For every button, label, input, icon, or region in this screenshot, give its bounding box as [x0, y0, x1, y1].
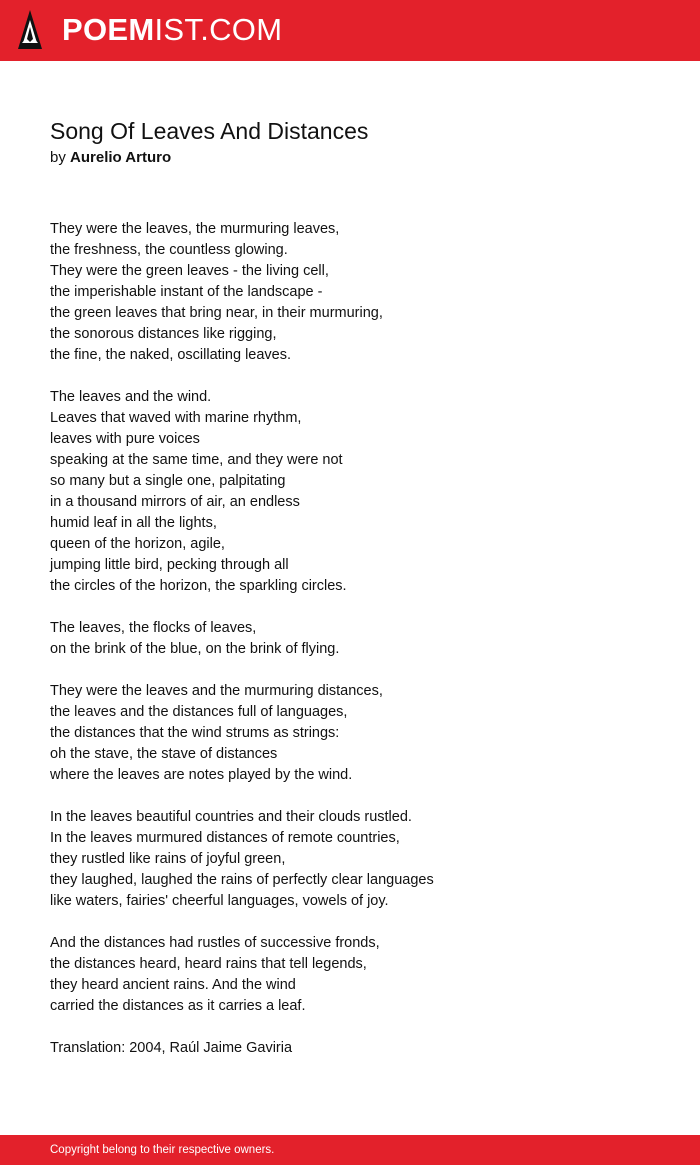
logo-brand-bold: POEM — [62, 12, 155, 47]
poem-line: the leaves and the distances full of languages, — [50, 704, 348, 720]
poem-line: they heard ancient rains. And the wind — [50, 977, 296, 993]
author-name: Aurelio Arturo — [70, 149, 172, 166]
poem-line: on the brink of the blue, on the brink of flying. — [50, 641, 340, 657]
poem-line: Translation: 2004, Raúl Jaime Gaviria — [50, 1040, 293, 1056]
poem-line: so many but a single one, palpitating — [50, 473, 286, 489]
poem-line: they rustled like rains of joyful green, — [50, 851, 286, 867]
poem-line: They were the green leaves - the living cell, — [50, 263, 329, 279]
pen-nib-icon[interactable] — [17, 9, 43, 51]
poem-line: They were the leaves and the murmuring distances, — [50, 683, 383, 699]
poem-line: the imperishable instant of the landscape - — [50, 284, 323, 300]
site-header — [0, 0, 700, 61]
poem-line: Leaves that waved with marine rhythm, — [50, 410, 302, 426]
poem-line: the distances that the wind strums as strings: — [50, 725, 340, 741]
poem-line: speaking at the same time, and they were not — [50, 452, 343, 468]
poem-title: Song Of Leaves And Distances — [50, 118, 369, 144]
poem-body — [50, 219, 670, 1080]
poem-line: The leaves, the flocks of leaves, — [50, 620, 257, 636]
poem-line: queen of the horizon, agile, — [50, 536, 225, 552]
byline — [50, 148, 171, 168]
copyright-notice: Copyright belong to their respective owners. — [50, 1144, 275, 1156]
poem-stanza — [50, 933, 670, 1017]
poem-line: carried the distances as it carries a leaf. — [50, 998, 306, 1014]
poem-line: the circles of the horizon, the sparkling circles. — [50, 578, 347, 594]
poem-line: the sonorous distances like rigging, — [50, 326, 277, 342]
poem-line: the fine, the naked, oscillating leaves. — [50, 347, 292, 363]
poem-stanza — [50, 618, 670, 660]
poem-line: they laughed, laughed the rains of perfectly clear languages — [50, 872, 434, 888]
poem-stanza — [50, 681, 670, 786]
site-footer — [0, 1135, 700, 1165]
poem-line: oh the stave, the stave of distances — [50, 746, 278, 762]
poem-line: In the leaves murmured distances of remote countries, — [50, 830, 400, 846]
poem-line: the distances heard, heard rains that tell legends, — [50, 956, 367, 972]
poem-line: in a thousand mirrors of air, an endless — [50, 494, 300, 510]
poem-line: In the leaves beautiful countries and their clouds rustled. — [50, 809, 412, 825]
poem-line: like waters, fairies' cheerful languages, vowels of joy. — [50, 893, 389, 909]
poem-stanza — [50, 807, 670, 912]
poem-line: where the leaves are notes played by the wind. — [50, 767, 353, 783]
poem-stanza — [50, 219, 670, 366]
poem-line: They were the leaves, the murmuring leaves, — [50, 221, 340, 237]
poem-line: jumping little bird, pecking through all — [50, 557, 289, 573]
poem-stanza — [50, 1038, 670, 1059]
poem-stanza — [50, 387, 670, 597]
poem-line: the green leaves that bring near, in their murmuring, — [50, 305, 383, 321]
poem-line: The leaves and the wind. — [50, 389, 212, 405]
site-logo-link[interactable] — [62, 11, 282, 49]
logo-brand-light: IST.COM — [154, 12, 283, 47]
poem-line: the freshness, the countless glowing. — [50, 242, 288, 258]
poem-line: leaves with pure voices — [50, 431, 200, 447]
poem-line: And the distances had rustles of successive fronds, — [50, 935, 380, 951]
poem-line: humid leaf in all the lights, — [50, 515, 217, 531]
by-label: by — [50, 149, 66, 166]
